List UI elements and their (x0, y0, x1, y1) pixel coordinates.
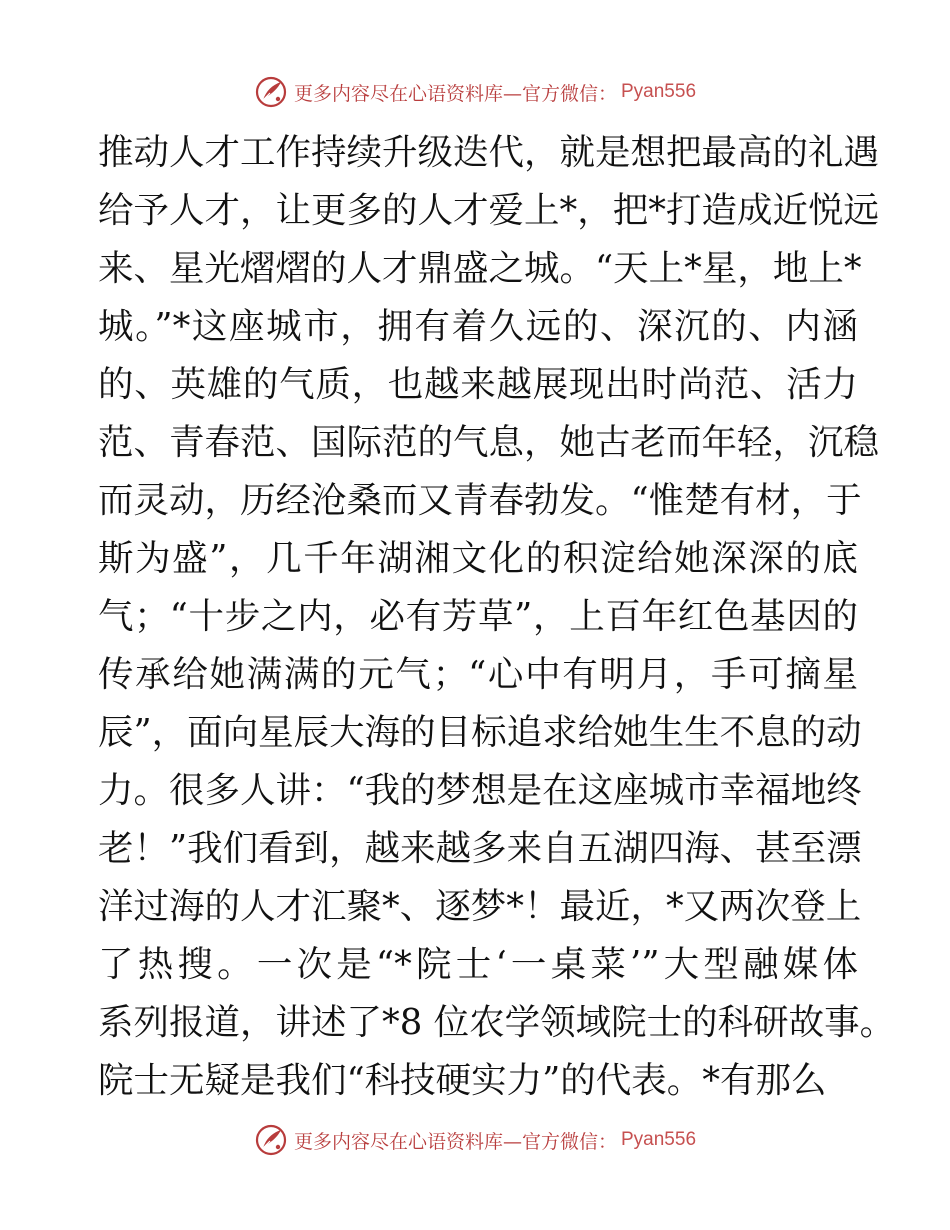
text-line: 的、英雄的气质，也越来越展现出时尚范、活力 (98, 364, 858, 405)
text-line: 了热搜。一次是“*院士‘一桌菜’”大型融媒体 (98, 944, 858, 985)
text-line: 老！”我们看到，越来越多来自五湖四海、甚至漂 (98, 828, 862, 869)
header-watermark (0, 72, 950, 112)
watermark-wechat-id: Pyan556 (621, 1129, 697, 1150)
watermark-wechat-label: 官方微信： (521, 82, 617, 105)
text-line: 来、星光熠熠的人才鼎盛之城。“天上*星，地上* (98, 248, 862, 289)
quill-logo-icon (254, 1123, 288, 1157)
watermark-main-text: 更多内容尽在心语资料库— (293, 82, 522, 105)
document-body (98, 124, 896, 1110)
text-line: 辰”，面向星辰大海的目标追求给她生生不息的动 (98, 712, 862, 753)
footer-watermark (0, 1120, 950, 1160)
text-line: 传承给她满满的元气；“心中有明月，手可摘星 (98, 654, 858, 695)
text-line: 斯为盛”，几千年湖湘文化的积淀给她深深的底 (98, 538, 858, 579)
text-line: 给予人才，让更多的人才爱上*，把*打造成近悦远 (98, 190, 880, 231)
text-line: 系列报道，讲述了*8 位农学领域院士的科研故事。 (98, 1002, 896, 1043)
text-line: 洋过海的人才汇聚*、逐梦*！最近，*又两次登上 (98, 886, 862, 927)
text-line: 推动人才工作持续升级迭代，就是想把最高的礼遇 (98, 132, 880, 173)
text-line: 而灵动，历经沧桑而又青春勃发。“惟楚有材，于 (98, 480, 862, 521)
text-line: 院士无疑是我们“科技硬实力”的代表。*有那么 (98, 1060, 827, 1101)
watermark-wechat-label: 官方微信： (521, 1130, 617, 1153)
watermark-main-text: 更多内容尽在心语资料库— (293, 1130, 522, 1153)
quill-logo-icon (254, 75, 288, 109)
text-line: 气；“十步之内，必有芳草”，上百年红色基因的 (98, 596, 858, 637)
watermark-wechat-id: Pyan556 (621, 81, 697, 102)
text-line: 范、青春范、国际范的气息，她古老而年轻，沉稳 (98, 422, 880, 463)
text-line: 力。很多人讲：“我的梦想是在这座城市幸福地终 (98, 770, 862, 811)
text-line: 城。”*这座城市，拥有着久远的、深沉的、内涵 (98, 306, 858, 347)
